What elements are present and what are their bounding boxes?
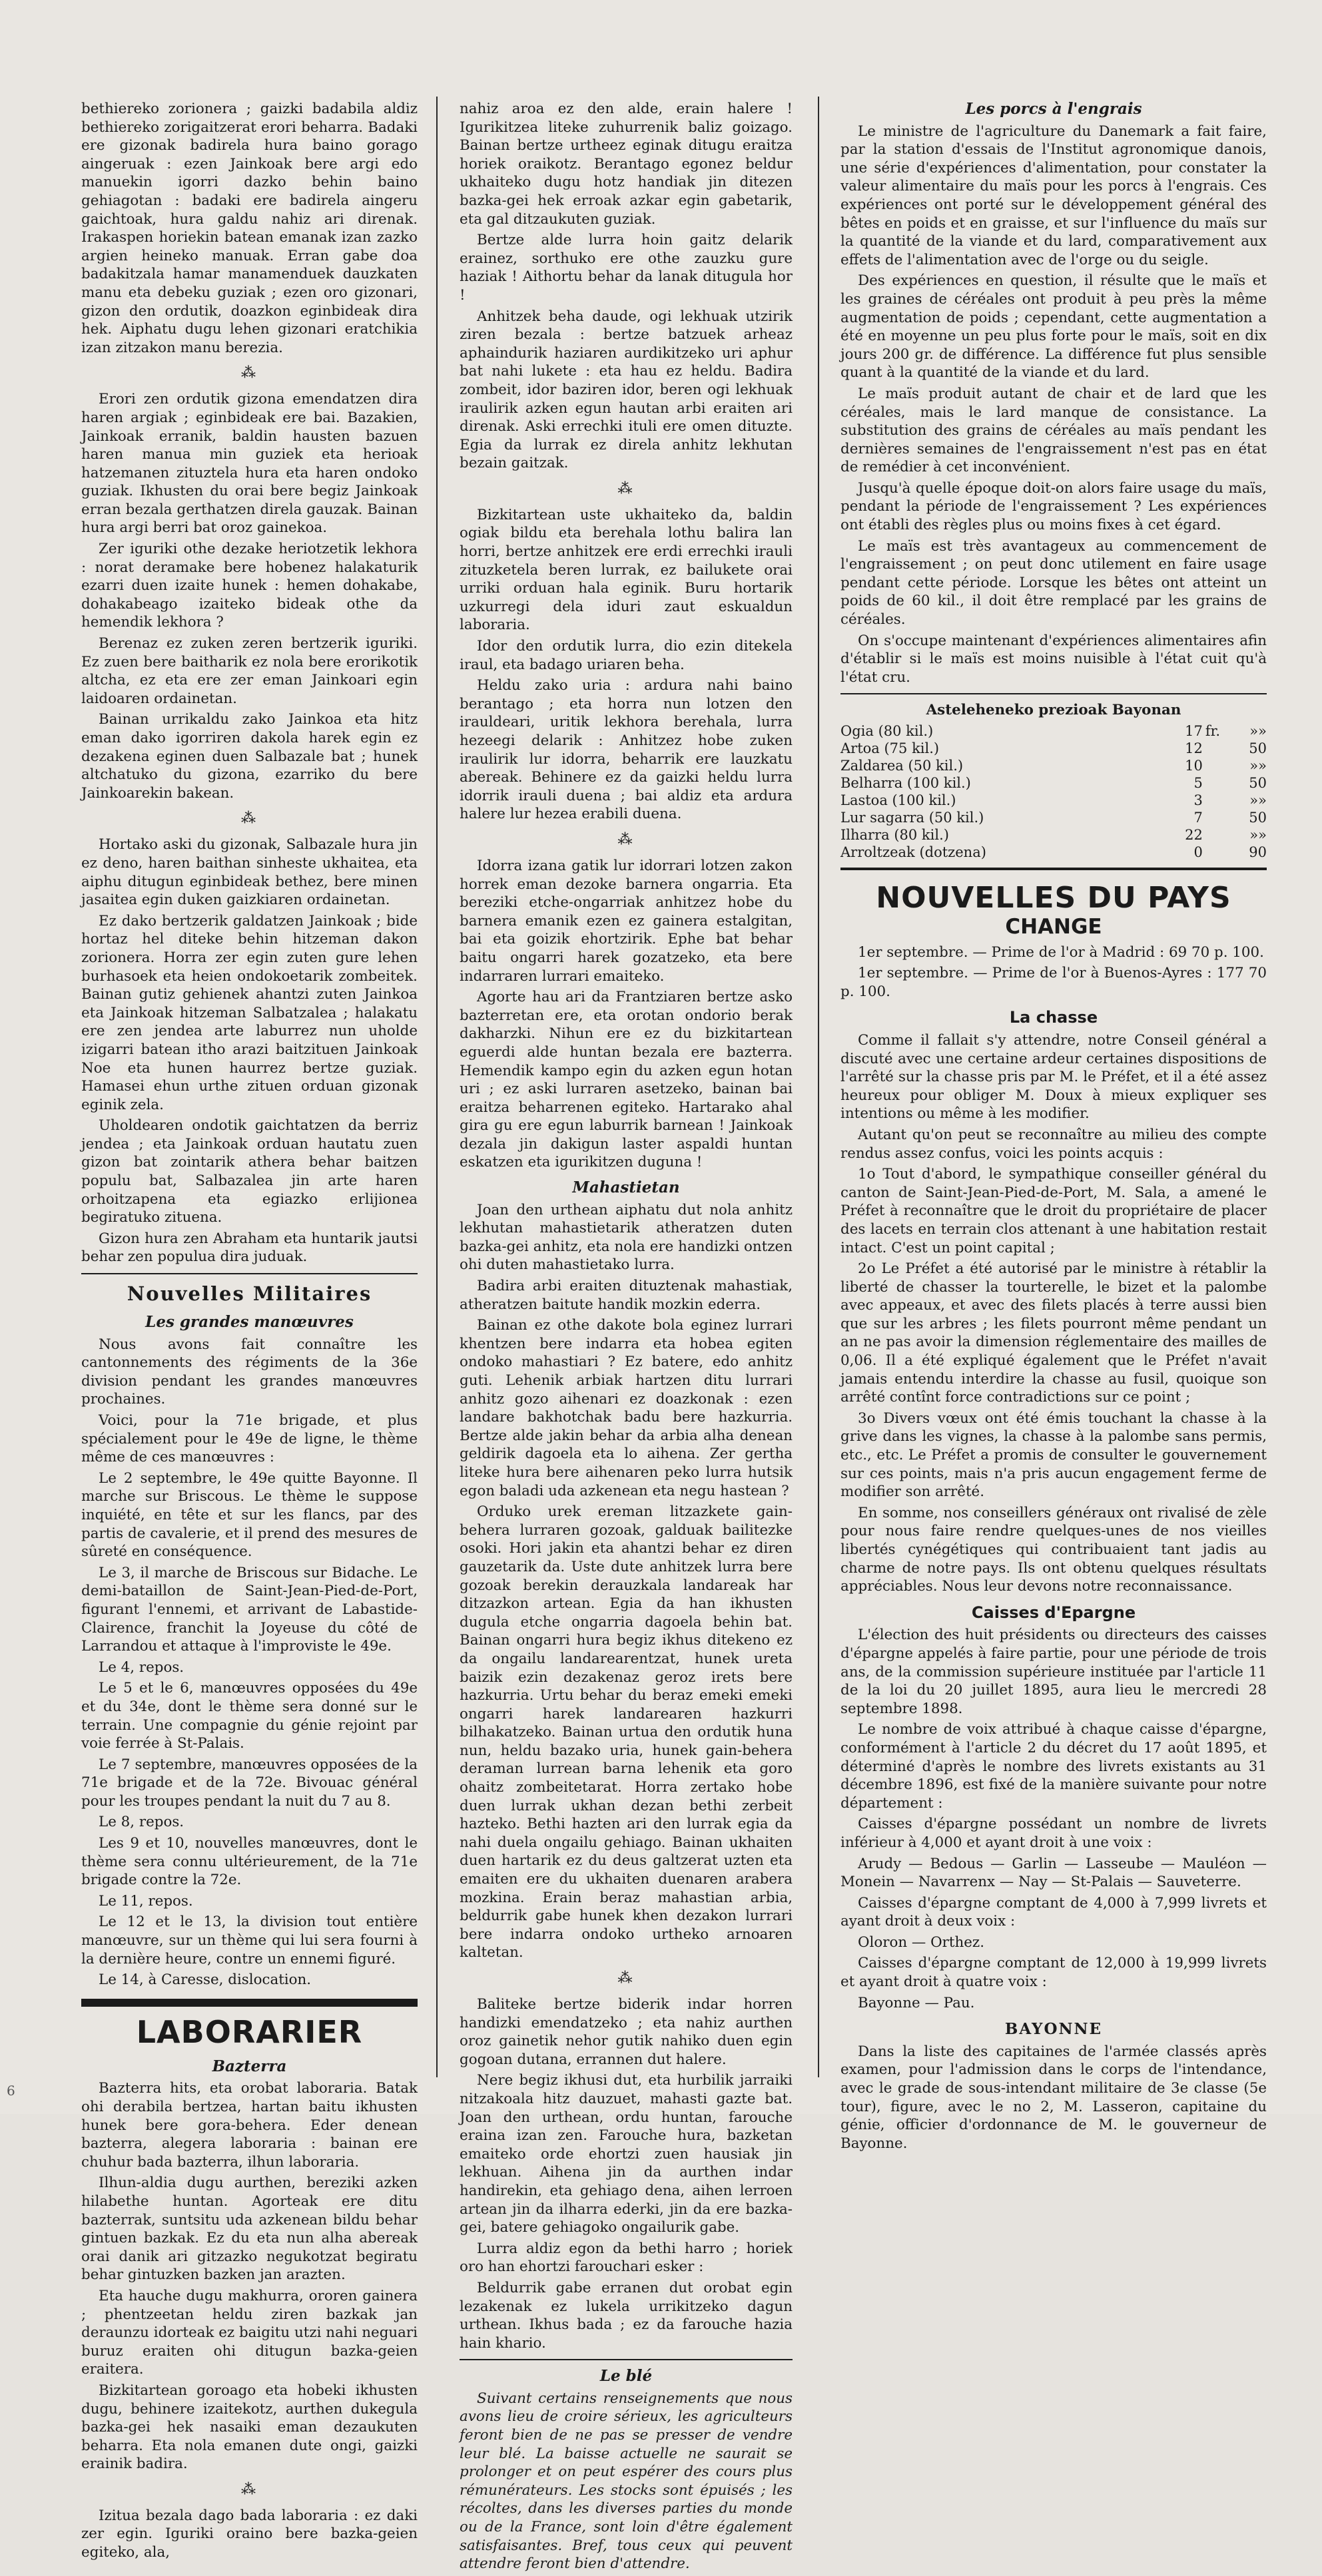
price-cell-item: Arroltzeak (dotzena): [840, 844, 986, 860]
paragraph: Bazterra hits, eta orobat laboraria. Batak ohi derabila bertzea, hartan baitu ikhusten hunek bere gora-behera. Eder denean bazterra, alegera laboraria : bainan ere chuhur bada bazterra, ilhun laboraria.: [81, 2080, 418, 2171]
paragraph: Arudy — Bedous — Garlin — Lasseube — Mauléon — Monein — Navarrenx — Nay — St-Palais — Sauveterre.: [840, 1855, 1267, 1891]
price-table: [840, 722, 1267, 861]
price-cell-b: »»: [1249, 758, 1267, 774]
section-divider-stars: ⁂: [617, 480, 635, 497]
subsection-title-chasse: La chasse: [1009, 1008, 1098, 1027]
paragraph: Bertze alde lurra hoin gaitz delarik erainez, sorthuko ere othe zauzku gure haziak ! Aithortu behar da lanak ditugula hor !: [460, 232, 793, 304]
paragraph: Erori zen ordutik gizona emendatzen dira haren argiak ; eginbideak ere bai. Bazakien, Jainkoak erranik, baldin hausten bazuen haren manua min guziek eta herioak hatzemanen zituztela hura eta haren ondoko guziak. Ikhusten du orai bere begiz Jainkoak erran bezala gerthatzen direla gauzak. Bainan hura argi berri bat oroz gainekoa.: [81, 391, 418, 537]
subsection-title-mahastietan: Mahastietan: [572, 1178, 680, 1197]
paragraph: Autant qu'on peut se reconnaître au milieu des compte rendus assez confus, voici les points acquis :: [840, 1126, 1267, 1162]
price-row: [840, 740, 1267, 757]
divider: [460, 2359, 793, 2360]
price-cell-item: Belharra (100 kil.): [840, 775, 971, 791]
paragraph: Le 4, repos.: [99, 1659, 184, 1676]
paragraph: Le nombre de voix attribué à chaque caisse d'épargne, conformément à l'article 2 du décret du 17 août 1895, et déterminé d'après le nombre des livrets existants au 31 décembre 1896, est fixé de la manière suivante pour notre département :: [840, 1721, 1267, 1812]
price-cell-u: fr.: [1205, 723, 1220, 739]
price-cell-item: Artoa (75 kil.): [840, 740, 940, 756]
price-cell-u: [1203, 740, 1220, 757]
subsection-title-bayonne: BAYONNE: [1004, 2020, 1103, 2039]
price-cell-b: 50: [1249, 740, 1267, 756]
price-cell-b: 50: [1249, 775, 1267, 791]
price-row: [840, 722, 1267, 740]
paragraph: Gizon hura zen Abraham eta huntarik jautsi behar zen populua dira juduak.: [81, 1230, 418, 1266]
paragraph: nahiz aroa ez den alde, erain halere ! Igurikitzea liteke zuhurrenik baliz goizago. Bainan bertze urtheez eginak ditugu eraitza horiek oraikotz. Berantago egonez beldur ukhaiteko dugu hotz handiak jin ditezen bazka-gei hek erroak azkar egin gabetarik, eta gal ditzaukuten guziak.: [460, 101, 793, 228]
subsection-title-manoeuvres: Les grandes manœuvres: [145, 1313, 354, 1332]
paragraph: Voici, pour la 71e brigade, et plus spécialement pour le 49e de ligne, le thème même de ces manœuvres :: [81, 1412, 418, 1466]
column-1: [81, 100, 418, 2565]
price-row: [840, 792, 1267, 809]
paragraph: Bizkitartean goroago eta hobeki ikhusten dugu, behinere izaitekotz, aurthen dukegula bazka-gei hek nasaiki eman dezaukuten beharra. Eta nola emanen dute ongi, gaizki erainik badira.: [81, 2382, 418, 2473]
price-cell-u: [1203, 826, 1220, 844]
paragraph: Le ministre de l'agriculture du Danemark a fait faire, par la station d'essais de l'Institut agronomique danois, une série d'expériences d'alimentation, pour constater la valeur alimentaire du maïs pour les porcs à l'engrais. Ces expériences ont porté sur le développement général des bêtes en poids et en graisse, et sur l'influence du maïs sur la quantité de la viande et du lard, comparativement aux effets de l'alimentation avec de l'orge ou du seigle.: [840, 123, 1267, 268]
paragraph: Eta hauche dugu makhurra, ororen gainera ; phentzeetan heldu ziren bazkak jan deraunzu idorteak ez baigitu utzi nahi neguari buruz eraiten ohi ditugun bazka-geien eraitera.: [81, 2287, 418, 2378]
paragraph: Lurra aldiz egon da bethi harro ; horiek oro han ehortzi farouchari esker :: [460, 2240, 793, 2276]
price-cell-u: [1203, 844, 1220, 861]
paragraph: Heldu zako uria : ardura nahi baino berantago ; eta horra nun lotzen den irauldeari, uritik lekhora berehala, lurra hezeegi delarik : Anhitzez hobe zuken iraulirik lur idorra, beharrik ere lauzkatu abereak. Behinere ez da gaizki heldu lurra idorrik irauli duena ; bai aldiz eta ardura halere lur hezea erabili duena.: [460, 677, 793, 823]
paragraph: Joan den urthean aiphatu dut nola anhitz lekhutan mahastietarik atheratzen duten bazka-gei anhitz, eta nola ere handizki ontzen ohi duten mahastietako lurra.: [460, 1201, 793, 1274]
divider: [840, 693, 1267, 694]
divider: [81, 1273, 418, 1274]
paragraph: Le 12 et le 13, la division tout entière manœuvre, sur un thème qui lui sera fourni à la dernière heure, contre un ennemi figuré.: [81, 1914, 418, 1967]
price-cell-b: »»: [1249, 792, 1267, 808]
paragraph: En somme, nos conseillers généraux ont rivalisé de zèle pour nous faire rendre quelques-unes de nos vieilles libertés cynégétiques qui contribuaient tant jadis au charme de notre pays. Ils ont obtenu quelques résultats appréciables. Nous leur devons notre reconnaissance.: [840, 1504, 1267, 1595]
paragraph: Bainan ez othe dakote bola eginez lurrari khentzen bere indarra eta hobea egiten ondoko mahastiari ? Ez batere, edo anhitz guti. Lehenik arbiak hartzen ditu lurrari anhitz gozo aihenari ez doazkonak : ezen landare bakhotchak badu bere hazkurria. Bertze alde jakin behar da arbia alha denean geldirik dagoela eta lo aihena. Zer gertha liteke hura bere aihenaren peko lurra hutsik egon baladi uda azkenean eta negu hastean ?: [460, 1317, 793, 1499]
paragraph: Idor den ordutik lurra, dio ezin ditekela iraul, eta badago uriaren beha.: [460, 638, 793, 673]
price-row: [840, 826, 1267, 844]
paragraph: 1o Tout d'abord, le sympathique conseiller général du canton de Saint-Jean-Pied-de-Port, M. Sala, a amené le Préfet à reconnaître que le droit du propriétaire de placer des lacets en terrain clos attenant à une habitation restait intact. C'est un point capital ;: [840, 1166, 1267, 1256]
paragraph: Orduko urek ereman litzazkete gain-behera lurraren gozoak, galduak bailitezke osoki. Hori jakin eta ahantzi behar ez diren gauzetarik da. Uste dute anhitzek lurra bere gozoak berekin derauzkala landareak har ditzazkon artean. Egia da han ikhusten dugula etche ongarria dagoela behin bat. Bainan ongarri hura begiz ikhus ditekeno ez da ongailu landarearentzat, hunek ureta baizik ezin dezakenaz geroz irets bere hazkurria. Urtu behar du beraz emeki emeki ongarri harek landarearen hazkurri bilhakatzeko. Bainan urtua den ordutik huna nun, heldu bazako uria, hunek gain-behera deraman lurrean barna lehenik eta goro ohaitz zombeitetarat. Horra zertako hobe duen lurrak ukhan dezan bethi zerbeit hazteko. Bethi hazten ari den lurrak egia da nahi duela ongailu gehiago. Bainan ukhaiten duen hartarik ez du deus galtzerat uzten eta emaiten ere du ukhaiten duenaren arabera mozkina. Erain beraz mahastian arbia, beldurrik gabe hunek khen dezakon lurrari bere indarra ondoko urtheko arnoaren kaltetan.: [460, 1503, 793, 1961]
price-cell-a: 12: [1185, 740, 1203, 756]
price-cell-item: Lastoa (100 kil.): [840, 792, 956, 808]
paragraph: Bainan urrikaldu zako Jainkoa eta hitz eman dako igorriren dakola harek egin ez dezakena eginen duen Salbazale bat ; hunek altchatuko du gizona, ezarriko du bere Jainkoarekin bakean.: [81, 711, 418, 802]
paragraph: Bayonne — Pau.: [858, 1994, 975, 2011]
price-cell-b: 50: [1249, 810, 1267, 826]
price-cell-a: 10: [1185, 758, 1203, 774]
paragraph: Idorra izana gatik lur idorrari lotzen zakon horrek eman dezoke barnera ongarria. Eta bereziki etche-ongarriak anhitzez hobe du barnera emanik ezen ez gainera estalgitan, bai eta goizik ehortzirik. Ephe bat behar baitu ongarri harek gozatzeko, eta bere indarraren lurrari emaiteko.: [460, 857, 793, 985]
price-row: [840, 844, 1267, 861]
paragraph: Hortako aski du gizonak, Salbazale hura jin ez deno, haren baithan sinheste ukhaitea, eta aiphu ditugun eginbideak bethez, bere minen jasaitea egin duken gaizkiaren ordainetan.: [81, 836, 418, 909]
paragraph: Nere begiz ikhusi dut, eta hurbilik jarraiki nitzakoala hitz dauzuet, mahasti gazte bat. Joan den urthean, ordu huntan, farouche eraina izan zen. Farouche hura, bazketan emaiteko orde ehortzi zuen hausiak jin lekhuan. Aihena jin da aurthen indar handirekin, eta gehiago dena, aihen lerroen artean jin da ilharra ederki, jin da ere bazka-gei, batere gehiagoko ongailurik gabe.: [460, 2072, 793, 2236]
paragraph: Le 14, à Caresse, dislocation.: [99, 1971, 312, 1989]
paragraph: Le 11, repos.: [99, 1892, 193, 1910]
price-cell-b: »»: [1249, 827, 1267, 843]
price-cell-a: 17: [1185, 723, 1203, 739]
paragraph: On s'occupe maintenant d'expériences alimentaires afin d'établir si le maïs est moins nuisible à l'état cuit qu'à l'état cru.: [840, 632, 1267, 686]
section-title-militaires: Nouvelles Militaires: [127, 1282, 372, 1306]
paragraph: Oloron — Orthez.: [858, 1933, 984, 1951]
section-title-nouvelles-du-pays: NOUVELLES DU PAYS: [876, 881, 1231, 915]
price-row: [840, 757, 1267, 774]
paragraph: Beldurrik gabe erranen dut orobat egin lezakenak ez lukela urrikitzeko dagun urthean. Ikhus bada ; ez da farouche hazia hain khario.: [460, 2279, 793, 2352]
paragraph: Le 5 et le 6, manœuvres opposées du 49e et du 34e, dont le thème sera donné sur le terrain. Une compagnie du génie rejoint par voie ferrée à St-Palais.: [81, 1680, 418, 1752]
column-2: [460, 100, 793, 2576]
price-cell-a: 5: [1193, 775, 1203, 791]
price-row: [840, 774, 1267, 792]
section-divider-stars: ⁂: [617, 831, 635, 848]
paragraph: 3o Divers vœux ont été émis touchant la chasse à la grive dans les vignes, la chasse à la palombe sans permis, etc., etc. Le Préfet a promis de consulter le gouvernement sur ces points, mais n'a pris aucun engagement ferme de modifier son arrêté.: [840, 1410, 1267, 1501]
paragraph: Les 9 et 10, nouvelles manœuvres, dont le thème sera connu ultérieurement, de la 71e brigade contre la 72e.: [81, 1835, 418, 1889]
subsection-title-bazterra: Bazterra: [212, 2057, 287, 2075]
paragraph: Bizkitartean uste ukhaiteko da, baldin ogiak bildu eta berehala lothu balira lan horri, bertze anhitzek ere erdi errechki irauli zituzketela beren lurrak, ez bailukete orai urriki orduan hala eginik. Buru hortarik uzkurregi dela iduri zaut eskualdun laboraria.: [460, 506, 793, 634]
paragraph: Suivant certains renseignements que nous avons lieu de croire sérieux, les agriculteurs feront bien de ne pas se presser de vendre leur blé. La baisse actuelle ne saurait se prolonger et on peut espérer des cours plus rémunérateurs. Les stocks sont épuisés ; les récoltes, dans les diverses parties du monde ou de la France, sont loin d'être également satisfaisantes. Bref, tous ceux qui peuvent attendre feront bien d'attendre.: [460, 2390, 793, 2573]
paragraph: Izitua bezala dago bada laboraria : ez daki zer egin. Iguriki oraino bere bazka-geien egiteko, ala,: [81, 2507, 418, 2561]
subsection-title-porcs: Les porcs à l'engrais: [965, 100, 1142, 118]
column-rule: [436, 97, 438, 2077]
paragraph: Uholdearen ondotik gaichtatzen da berriz jendea ; eta Jainkoak orduan hautatu zuen gizon bat zointarik athera behar baitzen populu bat, Salbazalea jin arte haren orhoitzapena eta egiazko erlijionea begiratuko zituena.: [81, 1117, 418, 1226]
paragraph: bethiereko zorionera ; gaizki badabila aldiz bethiereko zorigaitzerat erori beharra. Badaki ere gizonak badirela hura baino gorago aingeruak : ezen Jainkoak bere argi edo manuekin igorri dazko behin baino gehiagotan : badaki ere badirela aingeru gaichtoak, hura galdu nahiz ari direnak. Irakaspen horiekin batean emanak izan zazko argien heineko manuak. Erran gabe doa badakitzala hamar manamenduek dauzkaten manu eta debeku guziak ; ezen oro gizonari, gizon den ordutik, doazkon eginbideak dira hek. Aiphatu dugu lehen gizonari eratchikia izan zitzakon manu berezia.: [81, 101, 418, 356]
paragraph: Le maïs est très avantageux au commencement de l'engraissement ; on peut donc utilement en faire usage pendant cette période. Lorsque les bêtes ont atteint un poids de 60 kil., il doit être remplacé par les grains de céréales.: [840, 537, 1267, 629]
paragraph: Berenaz ez zuken zeren bertzerik iguriki. Ez zuen bere baitharik ez nola bere erorikotik altcha, ez eta ere zer eman Jainkoari egin laidoaren ordainetan.: [81, 635, 418, 707]
section-divider-stars: ⁂: [241, 365, 258, 382]
paragraph: Anhitzek beha daude, ogi lekhuak utzirik ziren bezala : bertze batzuek arheaz aphaindurik haziaren aurdikitzeko uri aphur bat nahi lukete : eta hau ez heldu. Badira zombeit, idor baziren idor, beren ogi lekhuak iraulirik azken egun hautan arbi eraiten ari direnak. Aski errechki ituli ere omen dituzte. Egia da lurrak ez direla anhitz lekhutan bezain gaitzak.: [460, 308, 793, 472]
paragraph: Ez dako bertzerik galdatzen Jainkoak ; bide hortaz hel diteke behin hitzeman dakon zorionera. Horra zer egin zuten gure lehen burhasoek eta heien ondokoetarik zombeitek. Bainan gutiz gehienek ahantzi zuten Jainkoa eta Jainkoak hitzeman Salbatzalea ; halakatu ere zen jendea arte laburrez nun uholde izigarri batean itho arazi baitzituen Jainkoak Noe eta hunen haurrez bertze guziak. Hamasei ehun urthe zituen orduan gizonak eginik zela.: [81, 912, 418, 1113]
paragraph: Le 2 septembre, le 49e quitte Bayonne. Il marche sur Briscous. Le thème le suppose inquiété, en tête et sur les flancs, par des partis de cavalerie, et il prend des mesures de sûreté en conséquence.: [81, 1469, 418, 1561]
subsection-title-caisses: Caisses d'Epargne: [971, 1603, 1136, 1622]
price-cell-a: 3: [1193, 792, 1203, 808]
section-divider-stars: ⁂: [241, 2481, 258, 2498]
price-cell-a: 0: [1193, 844, 1203, 860]
price-list: [840, 701, 1267, 861]
price-cell-item: Zaldarea (50 kil.): [840, 758, 964, 774]
paragraph: Caisses d'épargne possédant un nombre de livrets inférieur à 4,000 et ayant droit à une voix :: [840, 1816, 1267, 1851]
paragraph: Le 8, repos.: [99, 1814, 184, 1831]
paragraph: Ilhun-aldia dugu aurthen, bereziki azken hilabethe huntan. Agorteak ere ditu bazterrak, suntsitu uda azkenean bildu behar gintuen bazkak. Ez du eta nun alha abereak orai danik ari gitzazko negukotzat begiratu behar gintuzken bazken jan arazten.: [81, 2175, 418, 2284]
price-cell-u: [1203, 774, 1220, 792]
paragraph: Comme il fallait s'y attendre, notre Conseil général a discuté avec une certaine ardeur certaines dispositions de l'arrêté sur la chasse pris par M. le Préfet, et il a été assez heureux pour obliger M. Doux à mieux expliquer ses intentions ou même à les modifier.: [840, 1031, 1267, 1123]
price-cell-b: 90: [1249, 844, 1267, 860]
paragraph: 1er septembre. — Prime de l'or à Buenos-Ayres : 177 70 p. 100.: [840, 965, 1267, 1000]
page-mark: 6: [7, 2083, 15, 2099]
paragraph: Le maïs produit autant de chair et de lard que les céréales, mais le lard manque de consistance. La substitution des grains de céréales au maïs pendant les dernières semaines de l'engraissement n'est pas en état de remédier à cet inconvénient.: [840, 385, 1267, 476]
price-row: [840, 809, 1267, 826]
paragraph: Le 3, il marche de Briscous sur Bidache. Le demi-bataillon de Saint-Jean-Pied-de-Port, figurant l'ennemi, et arrivant de Labastide-Clairence, franchit la Joyeuse du côté de Larrandou et attaque à l'improviste le 49e.: [81, 1564, 418, 1655]
price-cell-b: »»: [1249, 723, 1267, 739]
price-cell-u: [1203, 757, 1220, 774]
divider-thick: [81, 1999, 418, 2007]
paragraph: Zer iguriki othe dezake heriotzetik lekhora : norat deramake bere hobenez halakaturik ezarri duen izaite hunek : hemen dohakabe, dohakabeago izaiteko bideak othe da hemendik lekhora ?: [81, 541, 418, 631]
subsection-title-ble: Le blé: [599, 2367, 653, 2386]
section-divider-stars: ⁂: [241, 810, 258, 828]
paragraph: Caisses d'épargne comptant de 12,000 à 19,999 livrets et ayant droit à quatre voix :: [840, 1955, 1267, 1991]
price-cell-item: Lur sagarra (50 kil.): [840, 810, 984, 826]
section-divider-stars: ⁂: [617, 1970, 635, 1987]
divider: [840, 868, 1267, 870]
paragraph: 1er septembre. — Prime de l'or à Madrid : 69 70 p. 100.: [858, 943, 1264, 961]
price-cell-a: 7: [1193, 810, 1203, 826]
paragraph: Jusqu'à quelle époque doit-on alors faire usage du maïs, pendant la période de l'engraissement ? Les expériences ont établi des règles plus ou moins fixes à cet égard.: [840, 479, 1267, 534]
price-cell-u: [1203, 792, 1220, 809]
paragraph: Caisses d'épargne comptant de 4,000 à 7,999 livrets et ayant droit à deux voix :: [840, 1894, 1267, 1930]
italic-block: [460, 2390, 793, 2573]
paragraph: Agorte hau ari da Frantziaren bertze asko bazterretan ere, eta orotan ondorio berak dakharzki. Nihun ere ez du bizkitartean eguerdi alde huntan bezala ere bazterra. Hemendik kampo egin du azken egun hotan uri ; ez aski lurraren asetzeko, bainan bai eraitza beharrenen egiteko. Hartarako ahal gira gu ere egun laburrik barnean ! Jainkoak dezala jin dakigun laster aspaldi huntan eskatzen eta igurikitzen duguna !: [460, 989, 793, 1171]
price-list-title: Asteleheneko prezioak Bayonan: [926, 702, 1181, 719]
paragraph: Des expériences en question, il résulte que le maïs et les graines de céréales ont produit à peu près la même augmentation de poids ; cependant, cette augmentation a été en moyenne un peu plus forte pour le maïs, soit en dix jours 200 gr. de différence. La différence fut plus sensible quant à la quantité de la viande et du lard.: [840, 272, 1267, 382]
price-cell-u: [1203, 809, 1220, 826]
paragraph: Dans la liste des capitaines de l'armée classés après examen, pour l'admission dans le corps de l'intendance, avec le grade de sous-intendant militaire de 3e classe (5e tour), figure, avec le no 2, M. Lasseron, capitaine du génie, officier d'ordonnance de M. le gouverneur de Bayonne.: [840, 2043, 1267, 2152]
column-rule: [818, 97, 819, 2077]
price-cell-a: 22: [1185, 827, 1203, 843]
paragraph: Badira arbi eraiten dituztenak mahastiak, atheratzen baitute handik mozkin ederra.: [460, 1278, 793, 1313]
price-cell-item: Ilharra (80 kil.): [840, 827, 949, 843]
price-cell-item: Ogia (80 kil.): [840, 723, 934, 739]
paragraph: Baliteke bertze biderik indar horren handizki emendatzeko ; eta nahiz aurthen oroz gainetik nehor gutik nahiko duen egin gogoan dutana, errannen dut halere.: [460, 1996, 793, 2068]
paragraph: 2o Le Préfet a été autorisé par le ministre à rétablir la liberté de chasser la tourterelle, le bizet et la palombe avec appeaux, et avec des filets placés à terre aussi bien que sur les arbres ; les filets pourront même pendant un an ne pas avoir la dimension réglementaire des mailles de 0,06. Il a été expliqué également que le Préfet n'avait jamais entendu interdire la chasse au fusil, quoique son arrêté contînt force contradictions sur ce point ;: [840, 1260, 1267, 1406]
section-title-laborarier: LABORARIER: [136, 2013, 363, 2050]
paragraph: L'élection des huit présidents ou directeurs des caisses d'épargne appelés à faire partie, pour une période de trois ans, de la commission supérieure instituée par l'article 11 de la loi du 20 juillet 1895, aura lieu le mercredi 28 septembre 1898.: [840, 1627, 1267, 1717]
paragraph: Le 7 septembre, manœuvres opposées de la 71e brigade et de la 72e. Bivouac général pour les troupes pendant la nuit du 7 au 8.: [81, 1756, 418, 1810]
subsection-title-change: CHANGE: [1005, 915, 1102, 939]
column-3: [840, 100, 1267, 2155]
paragraph: Nous avons fait connaître les cantonnements des régiments de la 36e division pendant les grandes manœuvres prochaines.: [81, 1336, 418, 1408]
